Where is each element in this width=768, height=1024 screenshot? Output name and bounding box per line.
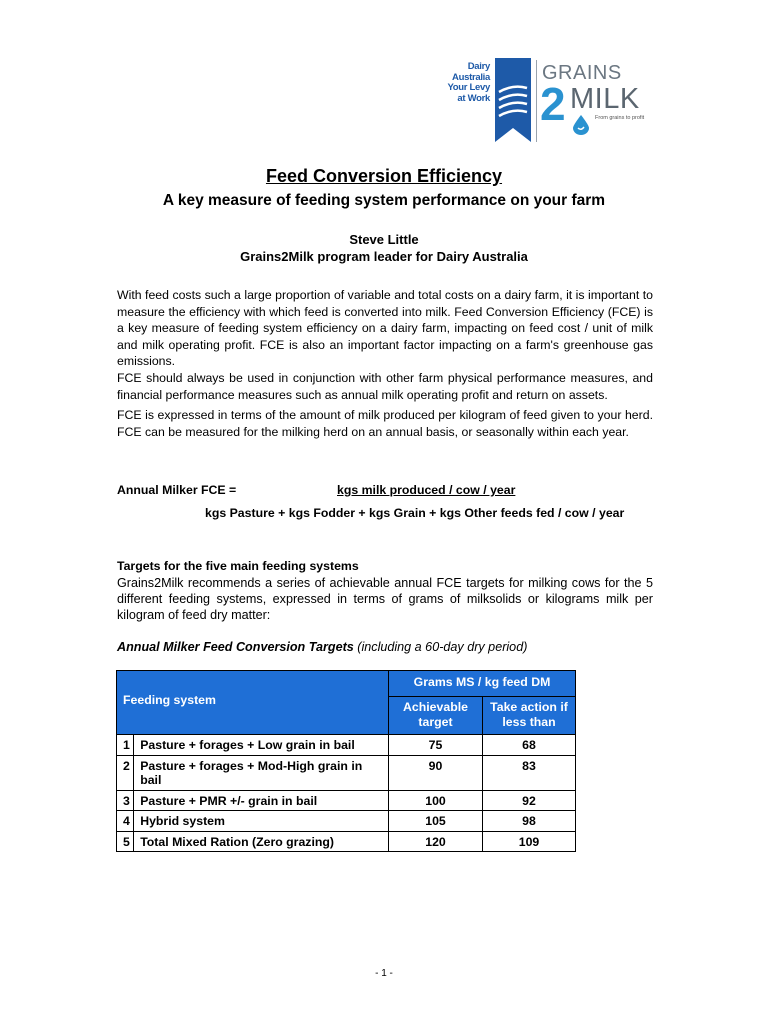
dairy-ribbon-icon [495, 58, 531, 142]
row-number: 5 [117, 831, 134, 852]
table-caption [117, 640, 527, 654]
author-role: Grains2Milk program leader for Dairy Australia [240, 249, 528, 264]
targets-paragraph: Grains2Milk recommends a series of achievable annual FCE targets for milking cows for the 5 different feeding systems, expressed in terms of grams of milksolids or kilograms milk per kilogram of feed dry matter: [117, 576, 653, 622]
row-number: 2 [117, 755, 134, 790]
header-grams-ms: Grams MS / kg feed DM [389, 671, 576, 697]
table-row [117, 755, 576, 790]
page-subtitle: A key measure of feeding system performance on your farm [162, 192, 606, 209]
row-feeding-system: Pasture + forages + Low grain in bail [134, 735, 389, 756]
context-paragraph: FCE should always be used in conjunction with other farm physical performance measures, and financial performance measures such as annual milk operating profit and return on assets. [117, 371, 653, 402]
row-feeding-system: Pasture + forages + Mod-High grain in bail [134, 755, 389, 790]
row-number: 3 [117, 790, 134, 811]
fce-targets-table [116, 670, 576, 852]
milk-wordmark: MILK [570, 83, 640, 115]
two-wordmark: 2 [540, 78, 566, 130]
table-caption-note: (including a 60-day dry period) [353, 640, 528, 654]
row-feeding-system: Hybrid system [134, 811, 389, 832]
targets-heading: Targets for the five main feeding systems [117, 559, 359, 573]
logo-divider [536, 60, 537, 142]
table-row [117, 735, 576, 756]
definition-paragraph: FCE is expressed in terms of the amount of milk produced per kilogram of feed given to your herd. FCE can be measured for the milking herd on an annual basis, or seasonally within each year. [117, 408, 653, 439]
row-take-action: 109 [483, 831, 576, 852]
row-achievable: 105 [389, 811, 483, 832]
dairy-australia-grains2milk-logo [440, 58, 648, 148]
row-take-action: 83 [483, 755, 576, 790]
row-take-action: 98 [483, 811, 576, 832]
logo-tagline: From grains to profit [595, 115, 645, 121]
dairy-australia-wordmark: Dairy Australia Your Levy at Work [447, 61, 490, 104]
formula-numerator: kgs milk produced / cow / year [337, 483, 516, 497]
row-feeding-system: Total Mixed Ration (Zero grazing) [134, 831, 389, 852]
row-number: 1 [117, 735, 134, 756]
header-achievable-target: Achievable target [389, 697, 483, 735]
row-achievable: 90 [389, 755, 483, 790]
row-achievable: 100 [389, 790, 483, 811]
header-feeding-system: Feeding system [117, 671, 389, 735]
milk-drop-icon [573, 115, 589, 135]
row-achievable: 75 [389, 735, 483, 756]
header-take-action: Take action if less than [483, 697, 576, 735]
intro-paragraph: With feed costs such a large proportion of variable and total costs on a dairy farm, it is important to measure the efficiency with which feed is converted into milk. Feed Conversion Efficiency (FCE) is a key measure of feeding system efficiency on a dairy farm, impacting on feed cost / unit of milk and milk operating profit. FCE is also an important factor impacting on a farm's greenhouse gas emissions. [117, 288, 653, 368]
author-name: Steve Little [349, 232, 419, 247]
formula-denominator: kgs Pasture + kgs Fodder + kgs Grain + kgs Other feeds fed / cow / year [205, 506, 625, 520]
row-take-action: 92 [483, 790, 576, 811]
page-title: Feed Conversion Efficiency [265, 166, 503, 186]
table-row [117, 790, 576, 811]
grains-wordmark: GRAINS [542, 62, 622, 84]
row-take-action: 68 [483, 735, 576, 756]
table-caption-title: Annual Milker Feed Conversion Targets [117, 640, 354, 654]
row-number: 4 [117, 811, 134, 832]
table-row [117, 831, 576, 852]
formula-label: Annual Milker FCE = [117, 483, 237, 497]
table-row [117, 811, 576, 832]
page-number: - 1 - [375, 968, 393, 979]
row-feeding-system: Pasture + PMR +/- grain in bail [134, 790, 389, 811]
row-achievable: 120 [389, 831, 483, 852]
